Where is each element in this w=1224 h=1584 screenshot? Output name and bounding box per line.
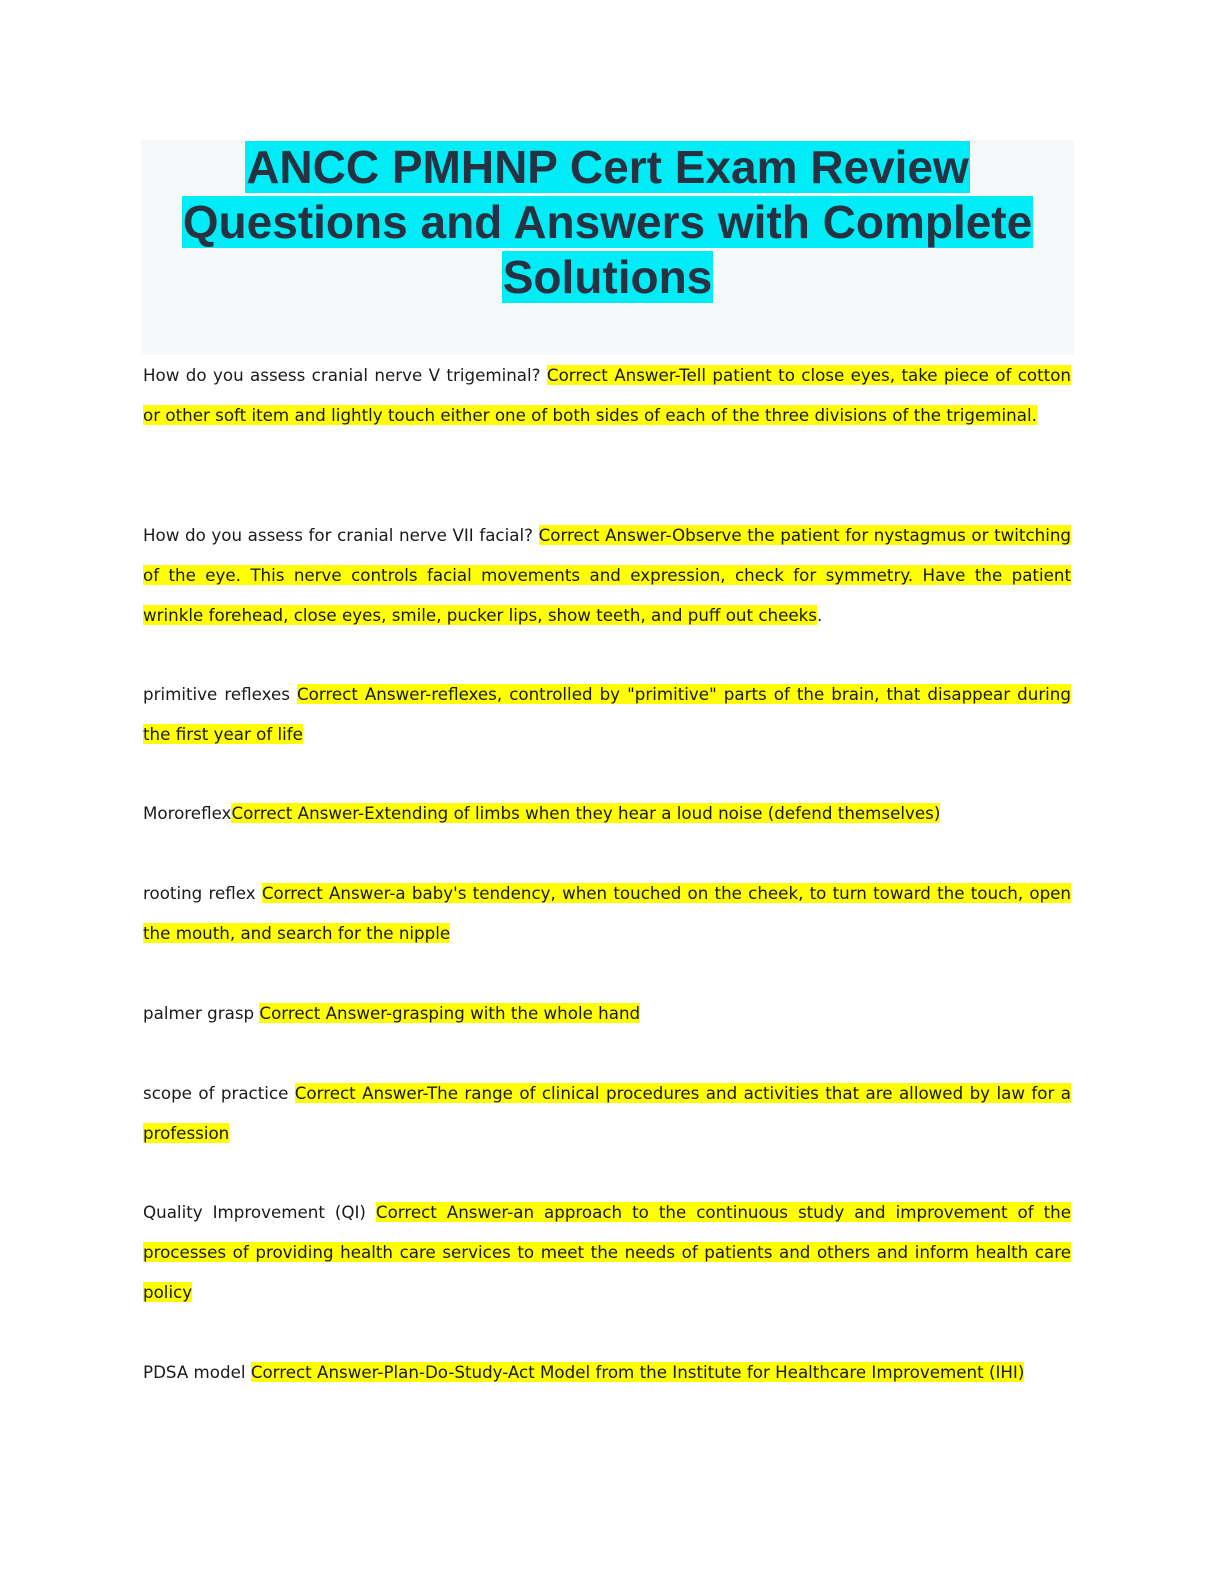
answer-text: Correct Answer-Plan-Do-Study-Act Model from the Institute for Healthcare Improvement (IHI) (250, 1362, 1025, 1382)
title-text-3: Solutions (502, 251, 713, 303)
answer-text: Correct Answer-reflexes, controlled by "primitive" parts of the brain, that disappear during the first year of life (143, 684, 1071, 744)
question-text: How do you assess cranial nerve V trigeminal? (143, 365, 541, 385)
qa-item (143, 993, 1071, 1033)
answer-text: Correct Answer-a baby's tendency, when touched on the cheek, to turn toward the touch, open the mouth, and search for the nipple (143, 883, 1072, 943)
document-title (141, 140, 1074, 305)
question-text: primitive reflexes (143, 684, 290, 704)
answer-text: Correct Answer-grasping with the whole hand (259, 1003, 641, 1023)
qa-item (143, 674, 1071, 754)
title-line-3 (141, 250, 1074, 305)
qa-item (143, 1352, 1071, 1392)
question-text: How do you assess for cranial nerve VII facial? (143, 525, 533, 545)
answer-text: Correct Answer-Observe the patient for nystagmus or twitching of the eye. This nerve controls facial movements and expression, check for symmetry. Have the patient wrinkle forehead, close eyes, smile, pucker lips, show teeth, and puff out cheeks (143, 525, 1072, 625)
qa-item (143, 515, 1071, 635)
title-line-2 (141, 195, 1074, 250)
question-text: Mororeflex (143, 803, 232, 823)
qa-item (143, 1073, 1071, 1153)
title-text-1: ANCC PMHNP Cert Exam Review (246, 141, 969, 193)
qa-item (143, 873, 1071, 953)
qa-item (143, 355, 1071, 435)
question-text: Quality Improvement (QI) (143, 1202, 366, 1222)
answer-text: Correct Answer-Extending of limbs when they hear a loud noise (defend themselves) (231, 803, 941, 823)
title-line-1 (141, 140, 1074, 195)
question-text: palmer grasp (143, 1003, 255, 1023)
qa-item (143, 793, 1071, 833)
answer-text: Correct Answer-Tell patient to close eyes, take piece of cotton or other soft item and lightly touch either one of both sides of each of the three divisions of the trigeminal. (143, 365, 1071, 425)
question-text: PDSA model (143, 1362, 246, 1382)
question-text: rooting reflex (143, 883, 256, 903)
question-text: scope of practice (143, 1083, 289, 1103)
trailing-text: . (817, 605, 823, 625)
title-text-2: Questions and Answers with Complete (182, 196, 1033, 248)
answer-text: Correct Answer-an approach to the continuous study and improvement of the processes of providing health care services to meet the needs of patients and others and inform health care policy (143, 1202, 1071, 1302)
qa-item (143, 1192, 1071, 1312)
answer-text: Correct Answer-The range of clinical procedures and activities that are allowed by law for a profession (143, 1083, 1071, 1143)
